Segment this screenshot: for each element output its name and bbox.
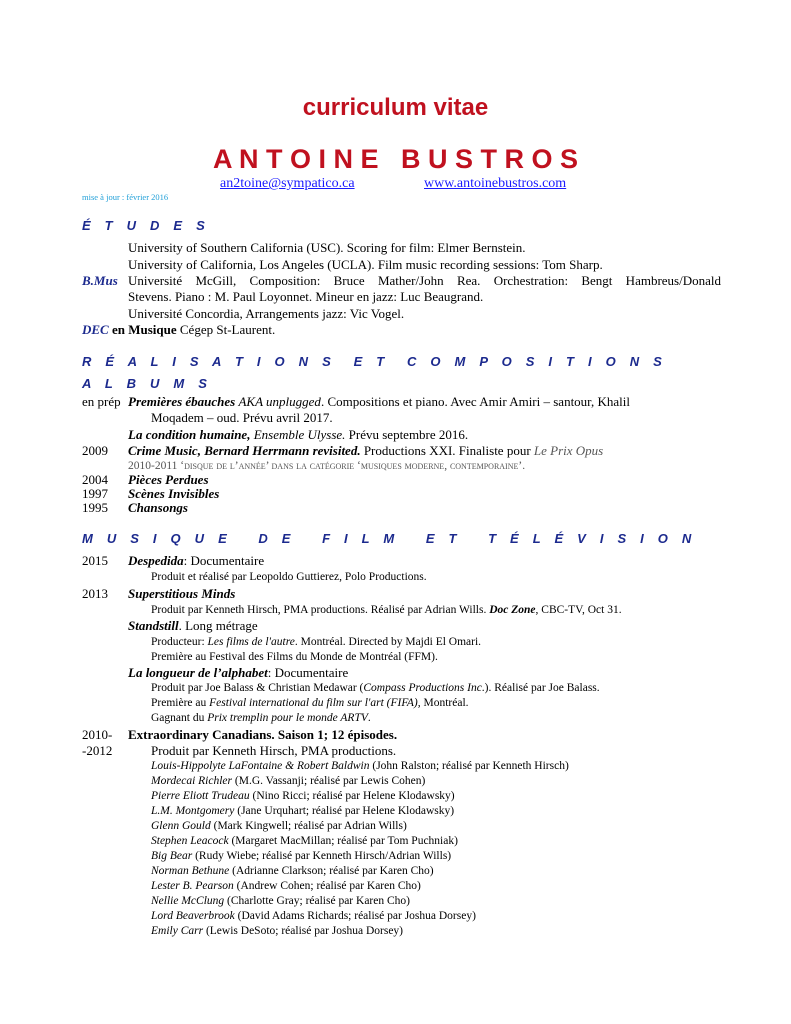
album-year: en prép: [82, 394, 121, 409]
credit-text: Producteur:: [151, 636, 205, 648]
episode-credits: (Margaret MacMillan; réalisé par Tom Puchniak): [228, 835, 458, 847]
episode-item: [151, 864, 434, 879]
episode-title: Lester B. Pearson: [151, 880, 234, 892]
film-type: . Long métrage: [178, 618, 258, 633]
film-type: : Documentaire: [183, 553, 265, 568]
etudes-mcgill-2: Stevens. Piano : M. Paul Loyonnet. Mineur en jazz: Luc Beaugrand.: [128, 289, 484, 304]
credit-text: . Montréal. Directed by Majdi El Omari.: [294, 636, 482, 648]
album-text: Prévu septembre 2016.: [348, 427, 469, 442]
cv-subtitle: curriculum vitae: [302, 94, 489, 121]
episode-credits: (Adrianne Clarkson; réalisé par Karen Cho): [229, 865, 434, 877]
episode-title: Big Bear: [151, 850, 193, 862]
album-crime-music: [128, 443, 603, 458]
film-title: La longueur de l’alphabet: [128, 665, 268, 680]
dec-text: Cégep St-Laurent.: [179, 322, 276, 337]
etudes-concordia: Université Concordia, Arrangements jazz: Vic Vogel.: [128, 306, 405, 321]
section-heading-film: M U S I Q U E D E F I L M E T T É L É V I S I O N: [82, 531, 697, 546]
episode-item: [151, 894, 410, 909]
album-year: 2009: [82, 443, 108, 458]
website-link[interactable]: www.antoinebustros.com: [424, 176, 567, 191]
episode-title: L.M. Montgomery: [151, 805, 235, 817]
episode-credits: (Jane Urquhart; réalisé par Helene Klodawsky): [234, 805, 455, 817]
credit-text: Montréal.: [423, 697, 469, 709]
credit-text: Première au: [151, 697, 207, 709]
episode-credits: (Rudy Wiebe; réalisé par Kenneth Hirsch/Adrian Wills): [192, 850, 452, 862]
album-text: . Compositions et piano. Avec Amir Amiri – santour, Khalil: [320, 394, 630, 409]
episode-item: [151, 804, 454, 819]
credit-text: Produit par Joe Balass & Christian Medawar (: [151, 682, 364, 694]
episode-title: Nellie McClung: [151, 895, 225, 907]
episode-title: Emily Carr: [151, 925, 204, 937]
film-year: 2015: [82, 553, 108, 568]
credit-prize: Prix tremplin pour le monde ARTV: [207, 712, 368, 724]
episode-item: [151, 759, 569, 774]
episode-credits: (Andrew Cohen; réalisé par Karen Cho): [233, 880, 421, 892]
episode-item: [151, 924, 403, 939]
episode-item: [151, 789, 455, 804]
episode-title: Norman Bethune: [151, 865, 230, 877]
episode-title: Mordecai Richler: [151, 775, 233, 787]
episode-credits: (David Adams Richards; réalisé par Joshua Dorsey): [234, 910, 476, 922]
section-heading-albums: A L B U M S: [82, 376, 213, 391]
episode-item: [151, 879, 421, 894]
film-longueur: [128, 665, 348, 680]
film-credit: Produit par Kenneth Hirsch, PMA productions.: [151, 743, 397, 758]
film-credit: [151, 635, 481, 650]
episode-credits: (M.G. Vassanji; réalisé par Lewis Cohen): [232, 775, 426, 787]
cv-name: A N T O I N E B U S T R O S: [212, 144, 579, 174]
episode-item: [151, 834, 458, 849]
film-award: [151, 711, 371, 726]
section-heading-etudes: É T U D E S: [82, 218, 210, 233]
episode-item: [151, 819, 407, 834]
album-crime-music-2: 2010-2011 ‘disque de l’année’ dans la catégorie ‘musiques moderne, contemporaine’.: [128, 460, 526, 472]
album-prize: Le Prix Opus: [533, 443, 604, 458]
album-scenes: [128, 486, 219, 501]
email-link[interactable]: an2toine@sympatico.ca: [220, 176, 355, 191]
credit-company: Les films de l'autre: [207, 636, 295, 648]
etudes-usc: University of Southern California (USC). Scoring for film: Elmer Bernstein.: [128, 240, 526, 255]
episode-credits: (Nino Ricci; réalisé par Helene Klodawsky): [249, 790, 455, 802]
album-group: AKA unplugged: [238, 394, 321, 409]
film-extraordinary: Extraordinary Canadians. Saison 1; 12 épisodes.: [128, 727, 398, 742]
album-title: Scènes Invisibles: [128, 486, 220, 501]
film-premiere: [151, 696, 469, 711]
credit-text: Gagnant du: [151, 712, 205, 724]
etudes-bmus-label: B.Mus: [82, 273, 118, 288]
album-year: 2004: [82, 472, 108, 487]
film-type: : Documentaire: [267, 665, 349, 680]
film-credit: Produit et réalisé par Leopoldo Guttierez, Polo Productions.: [151, 571, 427, 583]
episode-credits: (Lewis DeSoto; réalisé par Joshua Dorsey): [203, 925, 403, 937]
episode-credits: (Charlotte Gray; réalisé par Karen Cho): [224, 895, 410, 907]
episode-title: Louis-Hippolyte LaFontaine & Robert Baldwin: [151, 760, 370, 772]
album-premieres-2: Moqadem – oud. Prévu avril 2017.: [151, 410, 333, 425]
episode-item: [151, 849, 451, 864]
episode-credits: (Mark Kingwell; réalisé par Adrian Wills): [210, 820, 407, 832]
credit-company: Compass Productions Inc: [363, 682, 482, 694]
album-chansongs: [128, 500, 188, 515]
film-year: -2012: [82, 743, 113, 758]
album-title: Premières ébauches: [128, 394, 236, 409]
album-year: 1995: [82, 500, 108, 515]
credit-text: .: [367, 712, 371, 724]
album-year: 1997: [82, 486, 108, 501]
episode-item: [151, 774, 425, 789]
film-title: Despedida: [128, 553, 184, 568]
dec-label: DEC: [82, 322, 109, 337]
credit-festival: Festival international du film sur l'art (FIFA),: [209, 697, 421, 709]
episode-item: [151, 909, 476, 924]
film-title: Superstitious Minds: [128, 586, 236, 601]
film-credit: [151, 603, 622, 618]
film-year: 2013: [82, 586, 108, 601]
episode-title: Glenn Gould: [151, 820, 211, 832]
dec-bold: en Musique: [111, 322, 177, 337]
etudes-mcgill: Université McGill, Composition: Bruce Mather/John Rea. Orchestration: Bengt Hambreus/Donald: [128, 273, 721, 288]
credit-text: .). Réalisé par Joe Balass.: [481, 682, 600, 694]
film-title: Standstill: [128, 618, 179, 633]
album-title: Crime Music, Bernard Herrmann revisited.: [128, 443, 361, 458]
etudes-ucla: University of California, Los Angeles (UCLA). Film music recording sessions: Tom Sharp.: [128, 257, 603, 272]
film-despedida: [128, 553, 264, 568]
film-credit: [151, 681, 600, 696]
episode-credits: (John Ralston; réalisé par Kenneth Hirsch): [369, 760, 569, 772]
film-premiere: Première au Festival des Films du Monde de Montréal (FFM).: [151, 651, 438, 663]
credit-text: Produit par Kenneth Hirsch, PMA productions. Réalisé par Adrian Wills.: [151, 604, 487, 616]
album-group: Ensemble Ulysse.: [253, 427, 346, 442]
update-date: mise à jour : février 2016: [82, 192, 169, 202]
film-superstitious: [128, 586, 235, 601]
episode-title: Lord Beaverbrook: [151, 910, 235, 922]
episode-title: Pierre Eliott Trudeau: [151, 790, 250, 802]
album-title: La condition humaine,: [128, 427, 251, 442]
etudes-dec: [82, 322, 275, 337]
album-premieres: [128, 394, 630, 409]
credit-series: Doc Zone: [489, 604, 536, 616]
film-year: 2010-: [82, 727, 113, 742]
album-title: Pièces Perdues: [128, 472, 209, 487]
album-title: Chansongs: [128, 500, 188, 515]
credit-text: , CBC-TV, Oct 31.: [535, 604, 622, 616]
album-text: Productions XXI. Finaliste pour: [363, 443, 531, 458]
album-condition: [128, 427, 468, 442]
film-standstill: [128, 618, 258, 633]
album-pieces: [128, 472, 209, 487]
section-heading-realisations: R É A L I S A T I O N S E T C O M P O S I T I O N S: [82, 354, 667, 369]
episode-title: Stephen Leacock: [151, 835, 229, 847]
